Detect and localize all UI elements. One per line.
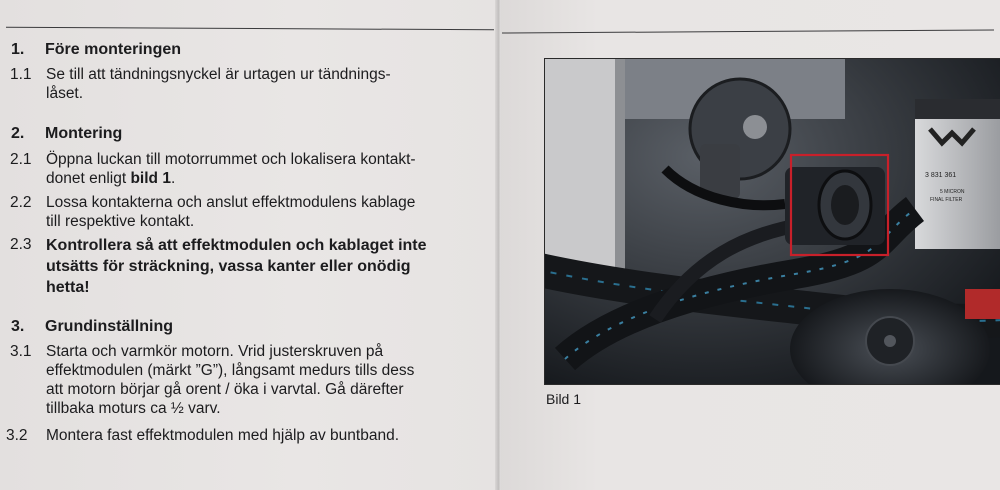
instructions-column — [0, 0, 495, 490]
step-number: 2.2 — [10, 194, 32, 211]
step-line: Se till att tändningsnyckel är urtagen ur tändnings- — [46, 66, 391, 83]
step-line: utsätts för sträckning, vassa kanter eller onödig — [46, 258, 411, 275]
bolt — [743, 115, 767, 139]
step-text — [46, 193, 415, 231]
section-number: 1. — [11, 41, 25, 58]
step-line-text: donet enligt — [46, 170, 131, 187]
step-line: hetta! — [46, 279, 90, 296]
step-text — [46, 150, 416, 188]
step-number: 3.1 — [10, 343, 32, 360]
step-line: låset. — [46, 85, 84, 102]
panel-edge — [615, 59, 625, 274]
section-number: 3. — [11, 318, 25, 335]
red-component — [965, 289, 1000, 319]
step-text-warning — [46, 235, 427, 298]
figure-reference: bild 1 — [130, 170, 171, 187]
section-title: Före monteringen — [45, 41, 182, 58]
step-line: tillbaka moturs ca ½ varv. — [46, 400, 221, 417]
page-fold — [495, 0, 501, 490]
section-title: Grundinställning — [45, 318, 173, 335]
cap-center — [884, 335, 896, 347]
step-text — [46, 65, 391, 103]
section-heading-2 — [0, 125, 122, 143]
step-line: Lossa kontakterna och anslut effektmodulens kablage — [46, 194, 416, 211]
step-text — [46, 342, 414, 418]
body-panel — [545, 59, 615, 274]
connector-socket — [831, 185, 859, 225]
step-line: Starta och varmkör motorn. Vrid justerskruven på — [46, 343, 384, 360]
section-heading-3 — [0, 318, 173, 336]
filter-label-1: 3 831 361 — [925, 172, 957, 179]
section-title: Montering — [45, 125, 123, 142]
step-number: 3.2 — [6, 427, 28, 444]
step-text — [46, 426, 399, 445]
figure-caption: Bild 1 — [546, 391, 582, 407]
step-line: effektmodulen (märkt ”G”), långsamt medurs tills dess — [46, 362, 415, 379]
step-line: Montera fast effektmodulen med hjälp av buntband. — [46, 427, 399, 444]
step-line-end: . — [170, 170, 176, 187]
step-line: att motorn börjar gå orent / öka i varvtal. Gå därefter — [46, 381, 404, 398]
step-number: 2.1 — [10, 151, 32, 168]
engine-bay-photo — [544, 58, 1000, 385]
step-line: Kontrollera så att effektmodulen och kablaget inte — [46, 237, 427, 254]
filter-label-3: FINAL FILTER — [930, 197, 963, 203]
step-line: till respektive kontakt. — [46, 213, 195, 230]
engine-bay-illustration — [545, 59, 1000, 384]
filter-cap — [915, 99, 1000, 119]
step-number: 1.1 — [10, 66, 32, 83]
filter-label-2: 5 MICRON — [940, 189, 965, 195]
step-number: 2.3 — [10, 236, 32, 253]
section-number: 2. — [11, 125, 25, 142]
step-line: Öppna luckan till motorrummet och lokalisera kontakt- — [46, 151, 416, 168]
step-line — [46, 169, 416, 188]
section-heading-1 — [0, 41, 181, 59]
